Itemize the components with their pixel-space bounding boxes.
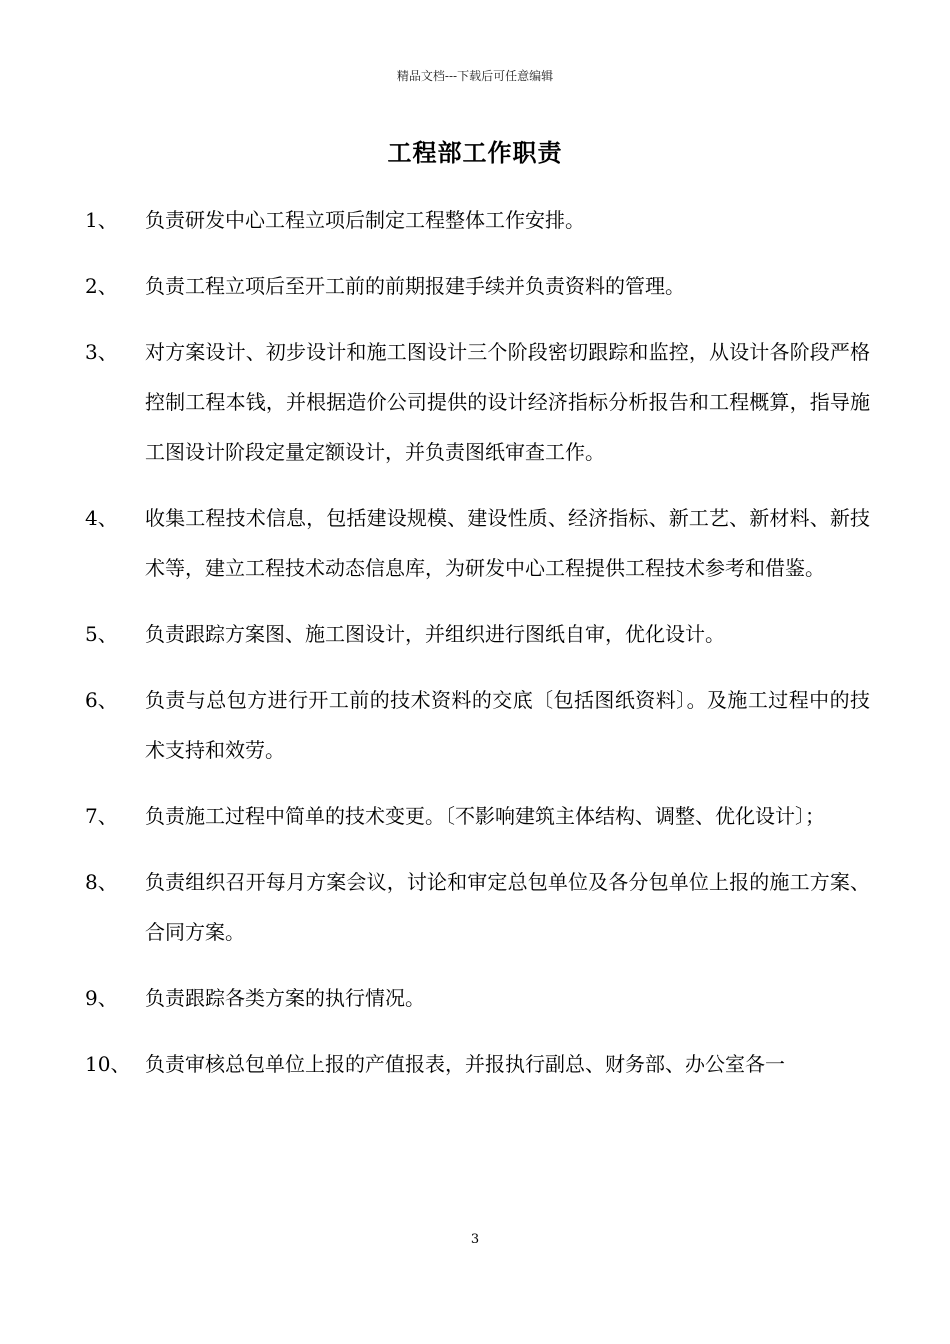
list-item bbox=[0, 1039, 950, 1089]
item-text: 负责工程立项后至开工前的前期报建手续并负责资料的管理。 bbox=[145, 274, 685, 298]
item-number: 9、 bbox=[85, 986, 118, 1010]
list-item bbox=[0, 327, 950, 477]
responsibility-list bbox=[0, 195, 950, 1105]
page-number: 3 bbox=[470, 1232, 480, 1247]
item-text: 对方案设计、初步设计和施工图设计三个阶段密切跟踪和监控，从设计各阶段严格控制工程本钱，并根据造价公司提供的设计经济指标分析报告和工程概算，指导施工图设计阶段定量定额设计，并负责图纸审查工作。 bbox=[145, 340, 870, 464]
list-item bbox=[0, 857, 950, 957]
list-item bbox=[0, 195, 950, 245]
list-item bbox=[0, 675, 950, 775]
item-text: 负责组织召开每月方案会议，讨论和审定总包单位及各分包单位上报的施工方案、合同方案。 bbox=[145, 870, 870, 944]
item-text: 负责跟踪方案图、施工图设计，并组织进行图纸自审，优化设计。 bbox=[145, 622, 725, 646]
item-number: 3、 bbox=[85, 340, 118, 364]
item-number: 10、 bbox=[85, 1052, 131, 1076]
item-text: 负责与总包方进行开工前的技术资料的交底〔包括图纸资料〕。及施工过程中的技术支持和效劳。 bbox=[145, 688, 870, 762]
item-number: 2、 bbox=[85, 274, 118, 298]
item-text: 负责研发中心工程立项后制定工程整体工作安排。 bbox=[145, 208, 585, 232]
item-number: 6、 bbox=[85, 688, 118, 712]
document-title: 工程部工作职责 bbox=[387, 138, 563, 167]
item-number: 7、 bbox=[85, 804, 118, 828]
item-text: 负责施工过程中简单的技术变更。〔不影响建筑主体结构、调整、优化设计〕； bbox=[145, 804, 825, 828]
item-number: 5、 bbox=[85, 622, 118, 646]
item-text: 负责审核总包单位上报的产值报表，并报执行副总、财务部、办公室各一 bbox=[145, 1052, 785, 1076]
page-header-note: 精品文档---下载后可任意编辑 bbox=[396, 69, 554, 83]
list-item bbox=[0, 791, 950, 841]
list-item bbox=[0, 973, 950, 1023]
item-text: 负责跟踪各类方案的执行情况。 bbox=[145, 986, 425, 1010]
list-item bbox=[0, 493, 950, 593]
list-item bbox=[0, 261, 950, 311]
list-item bbox=[0, 609, 950, 659]
item-number: 8、 bbox=[85, 870, 118, 894]
item-number: 4、 bbox=[85, 506, 118, 530]
item-number: 1、 bbox=[85, 208, 118, 232]
item-text: 收集工程技术信息，包括建设规模、建设性质、经济指标、新工艺、新材料、新技术等，建立工程技术动态信息库，为研发中心工程提供工程技术参考和借鉴。 bbox=[145, 506, 870, 580]
